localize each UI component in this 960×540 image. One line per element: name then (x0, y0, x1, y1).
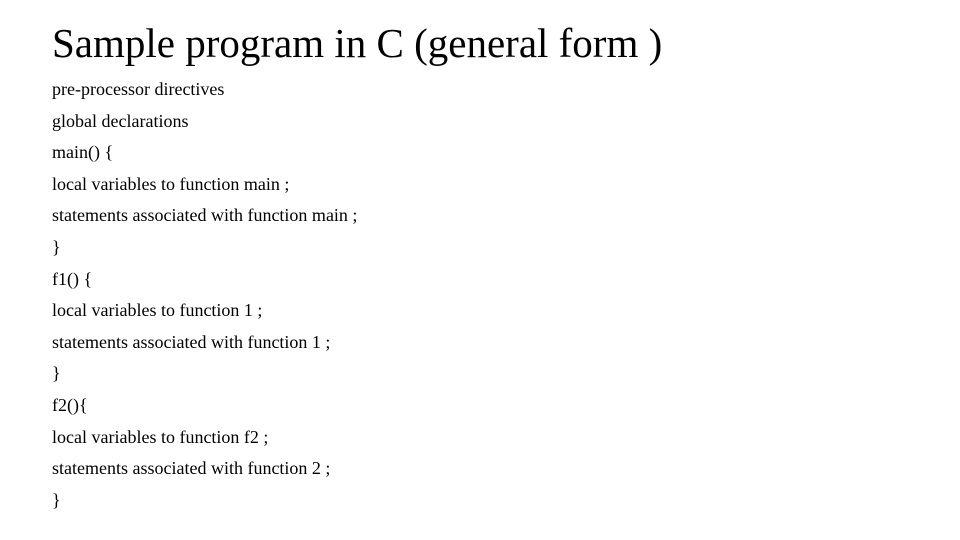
outline-line: statements associated with function 2 ; (52, 458, 331, 479)
outline-line: local variables to function f2 ; (52, 426, 269, 447)
outline-line: local variables to function 1 ; (52, 300, 263, 321)
outline-line: f1() { (52, 268, 93, 289)
outline-line: global declarations (52, 110, 189, 131)
outline-line: statements associated with function 1 ; (52, 331, 331, 352)
code-outline (52, 74, 357, 516)
outline-line: } (52, 363, 61, 384)
outline-line: main() { (52, 142, 114, 163)
outline-line: statements associated with function main ; (52, 205, 358, 226)
outline-line: local variables to function main ; (52, 173, 290, 194)
slide-title: Sample program in C (general form ) (52, 20, 663, 66)
outline-line: f2(){ (52, 394, 88, 415)
outline-line: } (52, 236, 61, 257)
outline-line: } (52, 489, 61, 510)
outline-line: pre-processor directives (52, 79, 225, 99)
